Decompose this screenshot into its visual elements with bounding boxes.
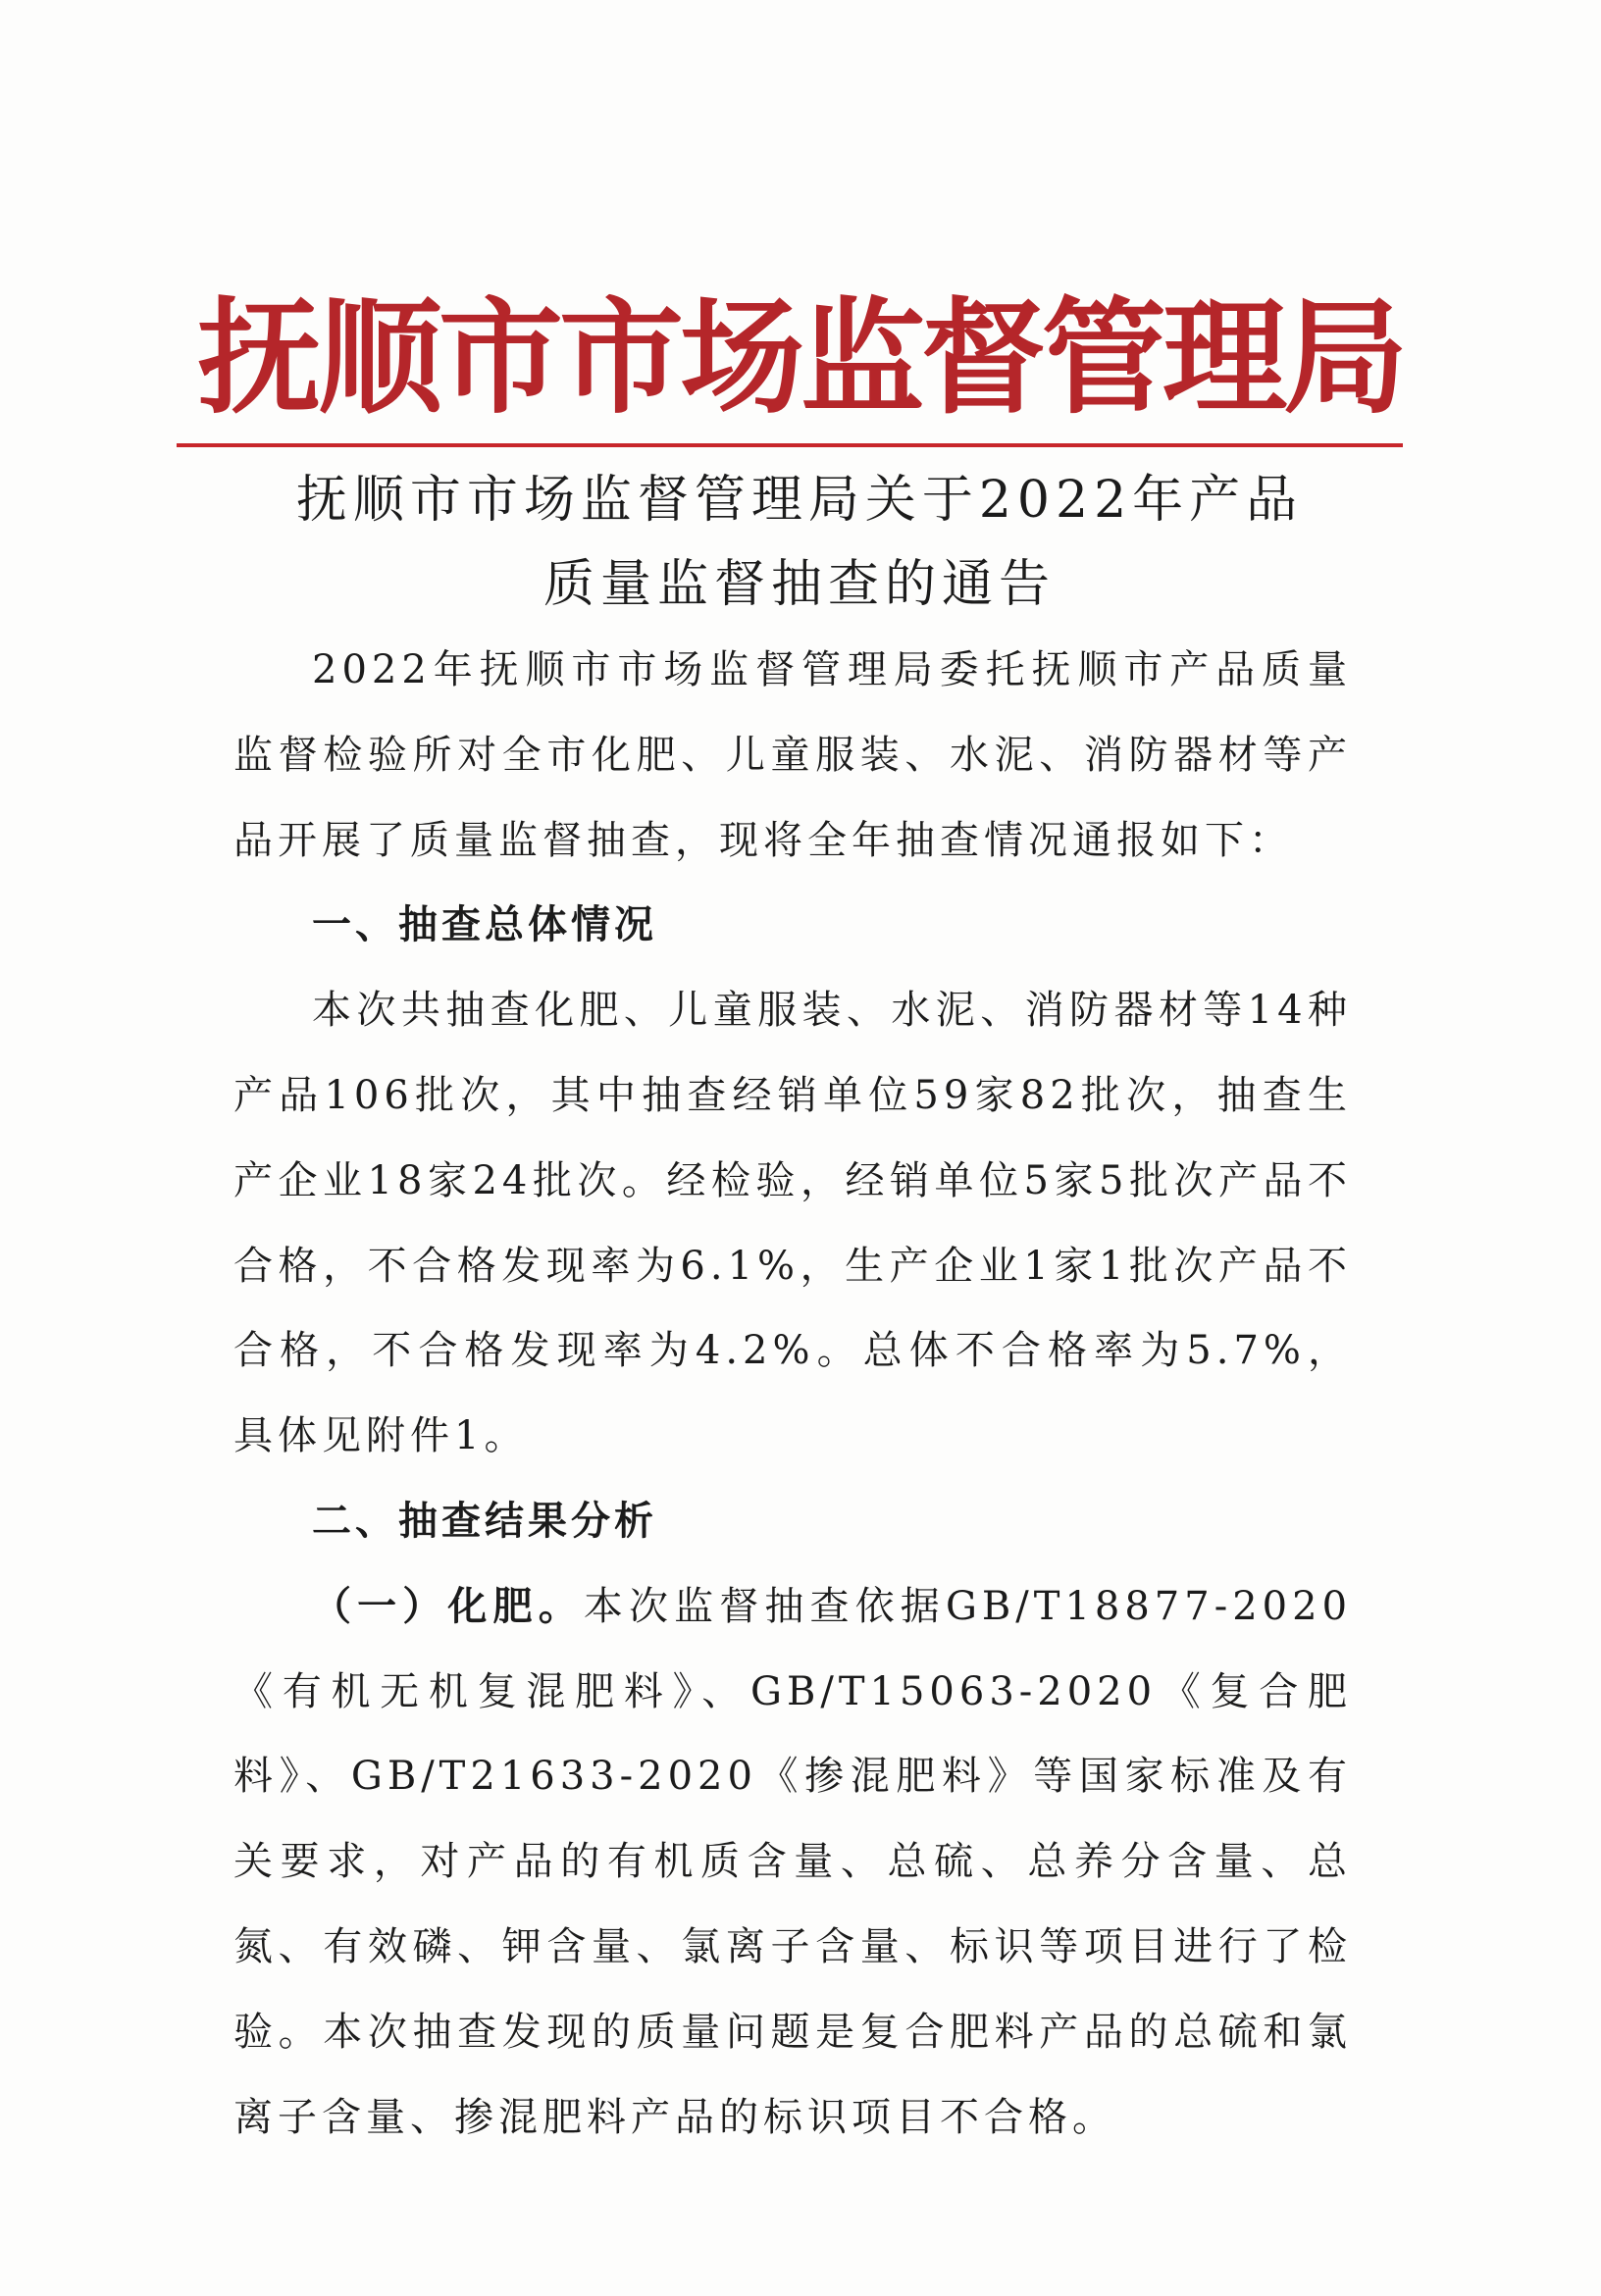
section-1-paragraph: 本次共抽查化肥、儿童服装、水泥、消防器材等14种产品106批次，其中抽查经销单位59家82批次，抽查生产企业18家24批次。经检验，经销单位5家5批次产品不合格，不合格发现率为6.1%，生产企业1家1批次产品不合格，不合格发现率为4.2%。总体不合格率为5.7%，具体见附件1。 — [233, 988, 1352, 1459]
section-1-heading: 一、抽查总体情况 — [312, 902, 657, 948]
red-divider-line — [177, 443, 1403, 447]
section-2-item-1-text: 本次监督抽查依据GB/T18877-2020《有机无机复混肥料》、GB/T15063-2020《复合肥料》、GB/T21633-2020《掺混肥料》等国家标准及有关要求，对产品的有机质含量、总硫、总养分含量、总氮、有效磷、钾含量、氯离子含量、标识等项目进行了检验。本次抽查发现的质量问题是复合肥料产品的总硫和氯离子含量、掺混肥料产品的标识项目不合格。 — [233, 1583, 1353, 2140]
agency-masthead: 抚顺市市场监督管理局 — [196, 284, 1404, 431]
document-body — [233, 628, 1352, 2160]
section-2-item-1-lead: （一）化肥。 — [312, 1583, 584, 1629]
section-2-item-1-paragraph — [233, 1564, 1352, 2161]
document-title-line-2: 质量监督抽查的通告 — [542, 555, 1056, 614]
section-2-heading: 二、抽查结果分析 — [312, 1498, 657, 1544]
intro-paragraph: 2022年抚顺市市场监督管理局委托抚顺市产品质量监督检验所对全市化肥、儿童服装、水泥、消防器材等产品开展了质量监督抽查，现将全年抽查情况通报如下： — [233, 647, 1352, 863]
document-title-line-1: 抚顺市市场监督管理局关于2022年产品 — [295, 471, 1304, 530]
